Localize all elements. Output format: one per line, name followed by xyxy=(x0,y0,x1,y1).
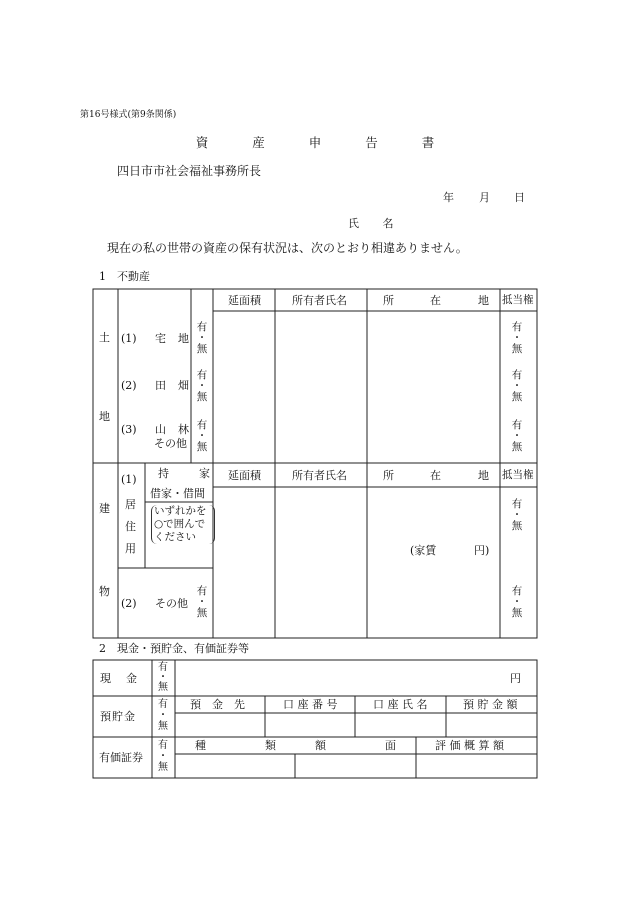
savings-col-account-number: 口 座 番 号 xyxy=(283,698,338,711)
land-row-1-label1: 宅 xyxy=(155,332,166,345)
building-row-2-mortgage-yes-no: 有 ・ 無 xyxy=(511,585,523,619)
building-owned-1: 持 xyxy=(158,467,169,480)
col-floor-area-building: 延面積 xyxy=(228,469,261,482)
securities-label: 有価証券 xyxy=(99,751,143,764)
securities-col-type-2: 類 xyxy=(265,739,276,752)
col-location-3: 地 xyxy=(478,294,489,307)
building-circle-note: いずれかを○で囲んでください xyxy=(151,505,215,544)
name-label: 氏 名 xyxy=(348,217,404,230)
securities-yes-no: 有 ・ 無 xyxy=(158,740,168,773)
securities-col-valuation: 評 価 概 算 額 xyxy=(435,739,504,752)
land-row-2-label2: 畑 xyxy=(178,379,189,392)
securities-col-type-1: 種 xyxy=(195,739,206,752)
col-location-2-building: 在 xyxy=(430,469,441,482)
section-cash-heading: 2 現金・預貯金、有価証券等 xyxy=(99,642,249,655)
land-row-3-label1: 山 xyxy=(155,423,166,436)
col-mortgage: 抵当権 xyxy=(502,294,534,306)
building-row-2-other: その他 xyxy=(155,597,188,610)
cash-unit: 円 xyxy=(510,672,521,685)
col-floor-area: 延面積 xyxy=(228,294,261,307)
col-owner-name: 所有者氏名 xyxy=(292,294,347,307)
building-row-1-num: (1) xyxy=(121,473,137,486)
land-row-3-mortgage-yes-no: 有 ・ 無 xyxy=(511,419,523,453)
land-row-2-label1: 田 xyxy=(155,379,166,392)
building-row-1-mortgage-yes-no: 有 ・ 無 xyxy=(511,498,523,532)
date-year-label: 年 xyxy=(443,191,454,204)
land-row-1-num: (1) xyxy=(121,332,137,345)
declaration-text: 現在の私の世帯の資産の保有状況は、次のとおり相違ありません。 xyxy=(107,241,468,255)
date-month-label: 月 xyxy=(479,191,490,204)
rent-label: (家賃 xyxy=(410,544,437,557)
cash-label: 現 金 xyxy=(100,672,139,685)
land-row-2-yes-no: 有 ・ 無 xyxy=(196,369,208,403)
building-residence-1: 居 xyxy=(125,498,136,511)
savings-yes-no: 有 ・ 無 xyxy=(158,699,168,732)
land-row-3-yes-no: 有 ・ 無 xyxy=(196,419,208,453)
building-row-2-yes-no: 有 ・ 無 xyxy=(196,585,208,619)
building-label-top: 建 xyxy=(99,502,110,515)
building-rented: 借家・借間 xyxy=(150,487,205,500)
savings-col-bank: 預 金 先 xyxy=(190,698,245,711)
land-row-1-mortgage-yes-no: 有 ・ 無 xyxy=(511,321,523,355)
building-row-2-num: (2) xyxy=(121,597,137,610)
land-row-3-num: (3) xyxy=(121,423,137,436)
form-number: 第16号様式(第9条関係) xyxy=(80,110,177,120)
date-day-label: 日 xyxy=(514,191,525,204)
cash-yes-no: 有 ・ 無 xyxy=(158,662,168,693)
section-real-estate-heading: 1 不動産 xyxy=(99,270,150,283)
rent-unit: 円) xyxy=(474,544,490,557)
col-location-1: 所 xyxy=(383,294,394,307)
land-row-3-label3: その他 xyxy=(154,437,187,450)
land-row-2-mortgage-yes-no: 有 ・ 無 xyxy=(511,369,523,403)
addressee: 四日市市社会福祉事務所長 xyxy=(117,164,262,178)
savings-label: 預貯金 xyxy=(100,710,136,723)
col-location-3-building: 地 xyxy=(478,469,489,482)
building-owned-2: 家 xyxy=(199,467,210,480)
col-owner-name-building: 所有者氏名 xyxy=(292,469,347,482)
land-row-2-num: (2) xyxy=(121,379,137,392)
savings-col-amount: 預 貯 金 額 xyxy=(463,698,518,711)
building-label-bottom: 物 xyxy=(99,585,110,598)
securities-col-face-2: 面 xyxy=(385,739,396,752)
land-row-3-label2: 林 xyxy=(178,423,189,436)
col-mortgage-building: 抵当権 xyxy=(502,469,534,481)
land-row-1-yes-no: 有 ・ 無 xyxy=(196,321,208,355)
building-residence-3: 用 xyxy=(125,542,136,555)
building-residence-2: 住 xyxy=(125,520,136,533)
securities-col-face-1: 額 xyxy=(315,739,326,752)
page-title: 資産申告書 xyxy=(195,135,479,150)
land-label-bottom: 地 xyxy=(99,410,110,423)
col-location-2: 在 xyxy=(430,294,441,307)
land-row-1-label2: 地 xyxy=(178,332,189,345)
savings-col-account-name: 口 座 氏 名 xyxy=(373,698,428,711)
col-location-1-building: 所 xyxy=(383,469,394,482)
land-label-top: 土 xyxy=(99,331,110,344)
